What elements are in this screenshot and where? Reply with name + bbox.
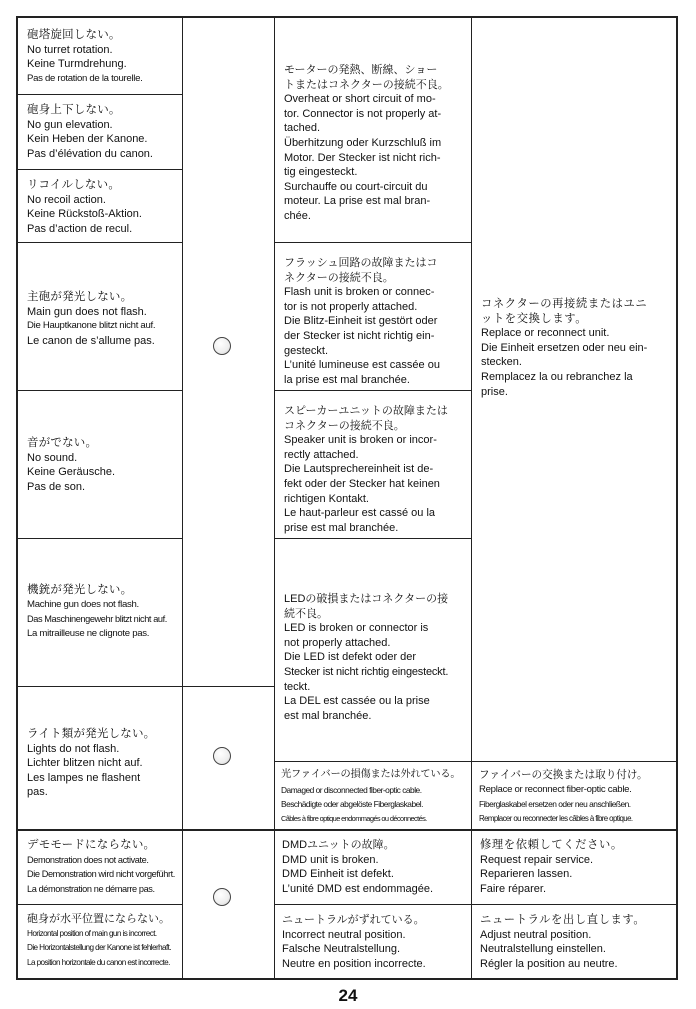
row-divider <box>17 538 182 539</box>
cause-fr: moteur. La prise est mal bran- <box>284 195 431 208</box>
symptom-cell <box>27 838 181 896</box>
cause-en: Flash unit is broken or connec- <box>284 286 435 299</box>
symptom-fr: La mitrailleuse ne clignote pas. <box>27 627 150 639</box>
cause-ja: 続不良。 <box>284 607 328 620</box>
remedy-de: Reparieren lassen. <box>480 868 573 881</box>
cause-cell <box>282 838 470 896</box>
symptom-en: Machine gun does not flash. <box>27 598 139 610</box>
symptom-en: Lights do not flash. <box>27 742 120 755</box>
cause-de: Die LED ist defekt oder der <box>284 651 417 664</box>
cause-ja: スピーカーユニットの故障または <box>284 405 448 417</box>
remedy-en: Request repair service. <box>480 853 594 866</box>
cause-de: Überhitzung oder Kurzschluß im <box>284 136 442 149</box>
cause-de: Die Blitz-Einheit ist gestört oder <box>284 315 438 328</box>
cause-cell <box>282 913 470 971</box>
cause-ja: ニュートラルがずれている。 <box>282 914 425 926</box>
symptom-fr: Pas d’élévation du canon. <box>27 147 153 160</box>
symptom-de: Keine Geräusche. <box>27 466 116 479</box>
column-divider <box>274 17 275 979</box>
row-divider <box>17 94 182 95</box>
symptom-de: Keine Rückstoß-Aktion. <box>27 208 142 221</box>
check-circle-icon <box>213 747 231 765</box>
symptom-ja: ライト類が発光しない。 <box>27 728 156 740</box>
symptom-ja: 砲塔旋回しない。 <box>27 29 121 41</box>
symptom-fr: La démonstration ne démarre pas. <box>27 883 155 894</box>
column-divider <box>182 17 183 979</box>
cause-en: not properly attached. <box>284 636 391 649</box>
symptom-cell <box>27 583 181 641</box>
row-divider <box>182 686 274 687</box>
cause-fr: chée. <box>284 209 311 222</box>
remedy-cell <box>480 838 676 896</box>
remedy-de: Neutralstellung einstellen. <box>480 943 606 956</box>
cause-de: teckt. <box>284 680 311 693</box>
symptom-fr: Le canon de s’allume pas. <box>27 334 155 347</box>
cause-fr: Le haut-parleur est cassé ou la <box>284 507 436 520</box>
remedy-fr: Remplacer ou reconnecter les câbles à fibre optique. <box>479 813 633 823</box>
cause-de: Motor. Der Stecker ist nicht rich- <box>284 151 441 164</box>
cause-fr: Surchauffe ou court-circuit du <box>284 180 428 193</box>
remedy-fr: Faire réparer. <box>480 882 547 895</box>
symptom-en: No gun elevation. <box>27 118 113 131</box>
symptom-ja: 主砲が発光しない。 <box>27 291 133 303</box>
symptom-en: Horizontal position of main gun is incorrect. <box>27 928 157 938</box>
cause-cell <box>284 256 470 387</box>
check-circle-icon <box>213 337 231 355</box>
cause-fr: La DEL est cassée ou la prise <box>284 695 430 708</box>
row-divider <box>17 242 182 243</box>
cause-en: tor is not properly attached. <box>284 300 418 313</box>
symptom-en: No turret rotation. <box>27 43 113 56</box>
remedy-ja: 修理を依頼してください。 <box>480 839 623 851</box>
symptom-cell <box>27 912 181 970</box>
remedy-ja: ニュートラルを出し直します。 <box>480 914 646 926</box>
remedy-cell <box>481 297 676 399</box>
symptom-en: No recoil action. <box>27 193 106 206</box>
symptom-de: Die Hauptkanone blitzt nicht auf. <box>27 320 156 332</box>
cause-en: LED is broken or connector is <box>284 622 429 635</box>
symptom-en: No sound. <box>27 451 78 464</box>
symptom-ja: 砲身上下しない。 <box>27 104 121 116</box>
cause-en: rectly attached. <box>284 448 359 461</box>
cause-ja: 光ファイバーの損傷または外れている。 <box>281 769 461 780</box>
symptom-fr: Pas de son. <box>27 480 86 493</box>
cause-cell <box>284 404 470 535</box>
cause-ja: トまたはコネクターの接続不良。 <box>284 78 449 91</box>
cause-ja: LEDの破損またはコネクターの接 <box>284 593 449 605</box>
symptom-fr: La position horizontale du canon est incorrecte. <box>27 957 170 967</box>
symptom-fr: pas. <box>27 786 48 799</box>
remedy-fr: Régler la position au neutre. <box>480 957 618 970</box>
remedy-fr: prise. <box>481 385 508 398</box>
symptom-cell <box>27 436 181 494</box>
cause-en: Speaker unit is broken or incor- <box>284 434 437 447</box>
symptom-de: Keine Turmdrehung. <box>27 58 127 71</box>
cause-ja: モーターの発熱、断線、ショー <box>284 64 438 76</box>
symptom-cell <box>27 290 181 348</box>
symptom-cell <box>27 727 181 800</box>
cause-en: tached. <box>284 122 321 135</box>
cause-de: DMD Einheit ist defekt. <box>282 868 394 881</box>
symptom-ja: 砲身が水平位置にならない。 <box>27 913 170 925</box>
check-circle-icon <box>213 888 231 906</box>
symptom-ja: 機銃が発光しない。 <box>27 584 133 596</box>
cause-en: Overheat or short circuit of mo- <box>284 93 436 106</box>
cause-ja: フラッシュ回路の故障またはコ <box>284 257 438 269</box>
symptom-cell <box>27 103 181 161</box>
symptom-fr: Pas d’action de recul. <box>27 222 133 235</box>
remedy-en: Replace or reconnect fiber-optic cable. <box>479 783 632 795</box>
symptom-fr: Les lampes ne flashent <box>27 771 141 784</box>
symptom-de: Lichter blitzen nicht auf. <box>27 757 143 770</box>
remedy-ja: ットを交換します。 <box>481 312 588 325</box>
remedy-de: Die Einheit ersetzen oder neu ein- <box>481 341 648 354</box>
row-divider <box>274 904 677 905</box>
row-divider <box>274 538 471 539</box>
cause-fr: est mal branchée. <box>284 709 372 722</box>
cause-ja: DMDユニットの故障。 <box>282 839 395 851</box>
symptom-de: Kein Heben der Kanone. <box>27 133 148 146</box>
row-divider <box>17 390 182 391</box>
remedy-ja: ファイバーの交換または取り付け。 <box>479 769 648 781</box>
remedy-cell <box>479 768 676 826</box>
symptom-de: Die Demonstration wird nicht vorgeführt. <box>27 869 175 880</box>
cause-ja: ネクターの接続不良。 <box>284 271 394 284</box>
row-divider <box>274 390 471 391</box>
cause-en: Incorrect neutral position. <box>282 928 406 941</box>
column-divider <box>471 17 472 979</box>
row-divider <box>274 761 677 762</box>
row-divider <box>17 904 182 905</box>
cause-de: richtigen Kontakt. <box>284 492 369 505</box>
page-number: 24 <box>338 986 358 1005</box>
cause-fr: L’unité DMD est endommagée. <box>282 882 434 895</box>
cause-en: Damaged or disconnected fiber-optic cable. <box>281 784 422 795</box>
row-divider <box>17 686 182 687</box>
cause-de: Falsche Neutralstellung. <box>282 943 401 956</box>
cause-en: tor. Connector is not properly at- <box>284 107 442 120</box>
symptom-en: Main gun does not flash. <box>27 305 147 318</box>
symptom-fr: Pas de rotation de la tourelle. <box>27 72 143 84</box>
symptom-ja: リコイルしない。 <box>27 179 121 191</box>
remedy-cell <box>480 913 676 971</box>
row-divider <box>274 242 471 243</box>
row-divider <box>17 169 182 170</box>
symptom-ja: 音がでない。 <box>27 437 98 449</box>
cause-de: tig eingesteckt. <box>284 166 358 179</box>
remedy-de: Fiberglaskabel ersetzen oder neu anschließen. <box>479 799 631 810</box>
cause-de: gesteckt. <box>284 344 329 357</box>
cause-de: fekt oder der Stecker hat keinen <box>284 477 440 490</box>
cause-fr: prise est mal branchée. <box>284 521 399 534</box>
remedy-fr: Remplacez la ou rebranchez la <box>481 370 633 383</box>
symptom-cell <box>27 178 181 236</box>
symptom-de: Die Horizontalstellung der Kanone ist fehlerhaft. <box>27 943 172 953</box>
symptom-de: Das Maschinengewehr blitzt nicht auf. <box>27 614 167 625</box>
cause-fr: L’unité lumineuse est cassée ou <box>284 359 440 372</box>
remedy-en: Adjust neutral position. <box>480 928 592 941</box>
cause-ja: コネクターの接続不良。 <box>284 419 405 432</box>
symptom-en: Demonstration does not activate. <box>27 854 149 865</box>
cause-de: der Stecker ist nicht richtig ein- <box>284 329 435 342</box>
cause-de: Stecker ist nicht richtig eingesteckt. <box>284 665 449 678</box>
cause-fr: la prise est mal branchée. <box>284 373 410 386</box>
cause-cell <box>281 768 471 826</box>
cause-de: Die Lautsprechereinheit ist de- <box>284 463 434 476</box>
cause-de: Beschädigte oder abgelöste Fiberglaskabel. <box>281 799 423 810</box>
remedy-de: stecken. <box>481 356 522 369</box>
cause-en: DMD unit is broken. <box>282 853 379 866</box>
cause-fr: Neutre en position incorrecte. <box>282 957 426 970</box>
remedy-en: Replace or reconnect unit. <box>481 327 610 340</box>
section-divider <box>17 829 677 831</box>
remedy-ja: コネクターの再接続またはユニ <box>481 298 648 310</box>
cause-cell <box>284 63 470 224</box>
symptom-cell <box>27 28 181 86</box>
symptom-ja: デモモードにならない。 <box>27 839 156 851</box>
cause-cell <box>284 592 470 723</box>
cause-fr: Câbles à fibre optique endommagés ou déconnectés. <box>281 813 427 823</box>
